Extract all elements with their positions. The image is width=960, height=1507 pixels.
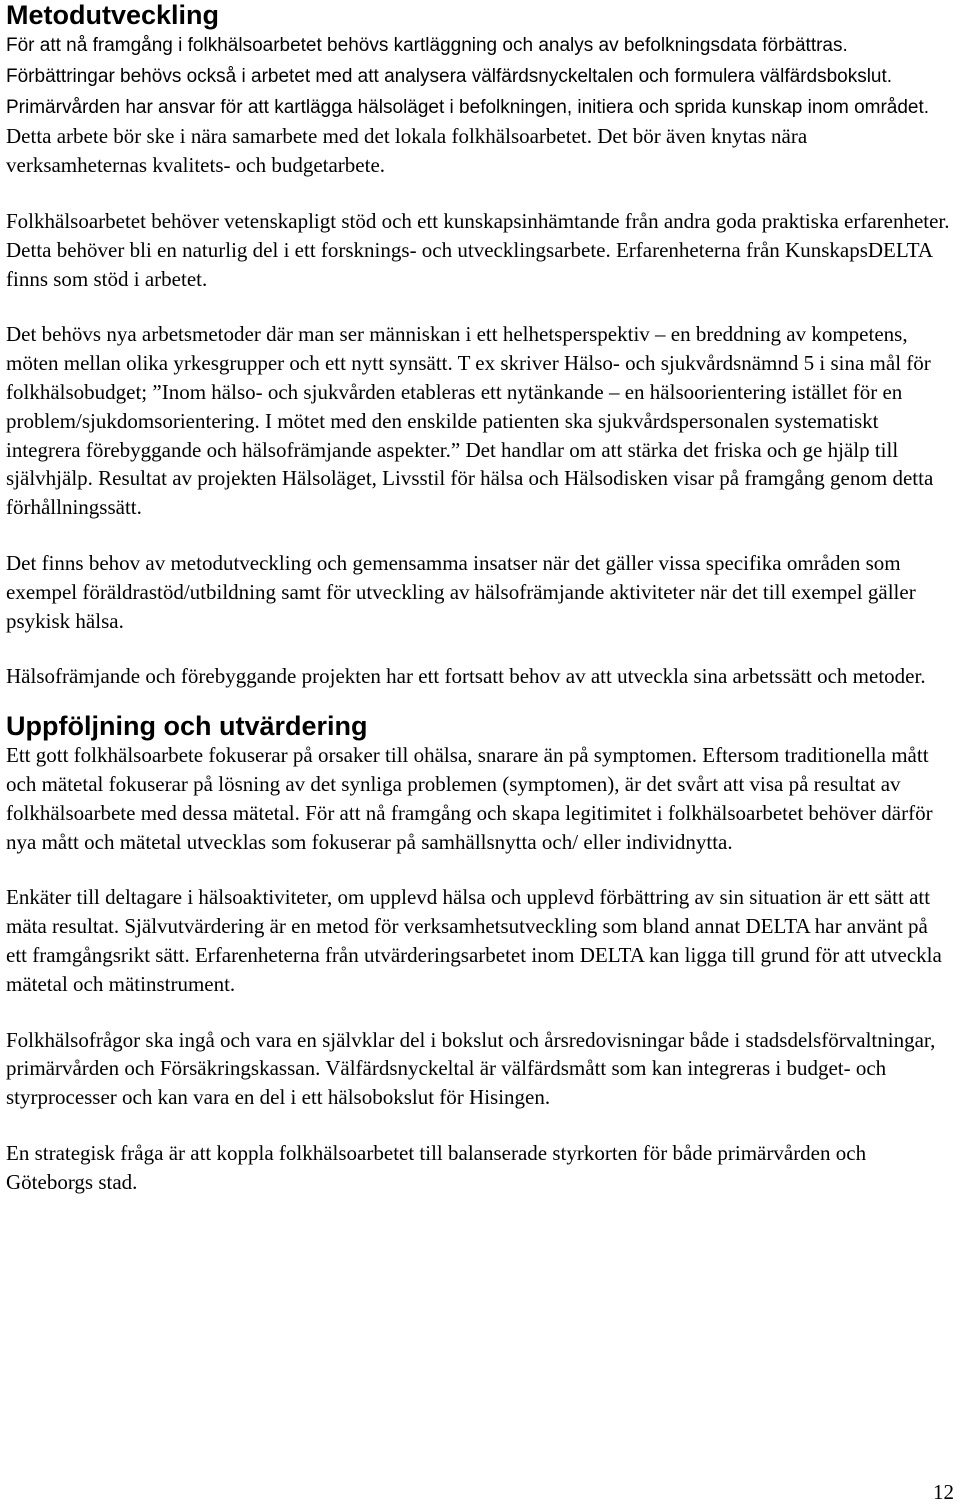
- paragraph: En strategisk fråga är att koppla folkhälsoarbetet till balanserade styrkorten för både primärvården och Göteborgs stad.: [6, 1140, 867, 1194]
- paragraph: Folkhälsofrågor ska ingå och vara en självklar del i bokslut och årsredovisningar både i stadsdelsförvaltningar, primärvården och Försäkringskassan. Välfärdsnyckeltal är välfärdsmått som kan integreras i budget- och styrprocesser och kan vara en del i ett hälsobokslut för Hisingen.: [6, 1027, 936, 1110]
- document-page: [6, 0, 952, 1197]
- paragraph-lead-text: För att nå framgång i folkhälsoarbetet behövs kartläggning och analys av befolkningsdata förbättras. Förbättringar behövs också i arbetet med att analysera välfärdsnyckeltalen och formulera välfärdsbokslut. Primärvården har ansvar för att kartlägga hälsoläget i befolkningen, initiera och sprida kunskap inom området.: [6, 35, 930, 118]
- paragraph-continuation-text: Detta arbete bör ske i nära samarbete med det lokala folkhälsoarbetet. Det bör även knytas nära verksamheternas kvalitets- och budgetarbete.: [6, 124, 808, 178]
- paragraph: Ett gott folkhälsoarbete fokuserar på orsaker till ohälsa, snarare än på symptomen. Eftersom traditionella mått och mätetal fokuserar på lösning av det synliga problemen (symptomen), är det svårt att visa på resultat av folkhälsoarbete med dessa mätetal. För att nå framgång och skapa legitimitet i folkhälsoarbetet behöver därför nya mått och mätetal utvecklas som fokuserar på samhällsnytta och/ eller individnytta.: [6, 743, 933, 854]
- paragraph: Enkäter till deltagare i hälsoaktiviteter, om upplevd hälsa och upplevd förbättring av sin situation är ett sätt att mäta resultat. Självutvärdering är en metod för verksamhetsutveckling som bland annat DELTA har använt på ett framgångsrikt sätt. Erfarenheterna från utvärderingsarbetet inom DELTA kan ligga till grund för att utveckla mätetal och mätinstrument.: [6, 885, 942, 996]
- paragraph: Det finns behov av metodutveckling och gemensamma insatser när det gäller vissa specifika områden som exempel föräldrastöd/utbildning samt för utveckling av hälsofrämjande aktiviteter när det till exempel gäller psykisk hälsa.: [6, 550, 916, 633]
- paragraph: [6, 30, 952, 180]
- heading-metodutveckling: Metodutveckling: [6, 0, 220, 30]
- paragraph: Hälsofrämjande och förebyggande projekten har ett fortsatt behov av att utveckla sina arbetssätt och metoder.: [6, 664, 926, 689]
- page-number: 12: [933, 1480, 954, 1504]
- paragraph: Folkhälsoarbetet behöver vetenskapligt stöd och ett kunskapsinhämtande från andra goda praktiska erfarenheter. Detta behöver bli en naturlig del i ett forsknings- och utvecklingsarbete. Erfarenheterna från KunskapsDELTA finns som stöd i arbetet.: [6, 208, 950, 291]
- heading-uppfoljning: Uppföljning och utvärdering: [6, 711, 368, 742]
- paragraph: Det behövs nya arbetsmetoder där man ser människan i ett helhetsperspektiv – en breddning av kompetens, möten mellan olika yrkesgrupper och ett nytt synsätt. T ex skriver Hälso- och sjukvårdsnämnd 5 i sina mål för folkhälsobudget; ”Inom hälso- och sjukvården etableras ett nytänkande – en hälsoorientering istället för en problem/sjukdomsorientering. I mötet med den enskilde patienten ska sjukvårdspersonalen systematiskt integrera förebyggande och hälsofrämjande aspekter.” Det handlar om att stärka det friska och ge hjälp till självhjälp. Resultat av projekten Hälsoläget, Livsstil för hälsa och Hälsodisken visar på framgång genom detta förhållningssätt.: [6, 322, 934, 520]
